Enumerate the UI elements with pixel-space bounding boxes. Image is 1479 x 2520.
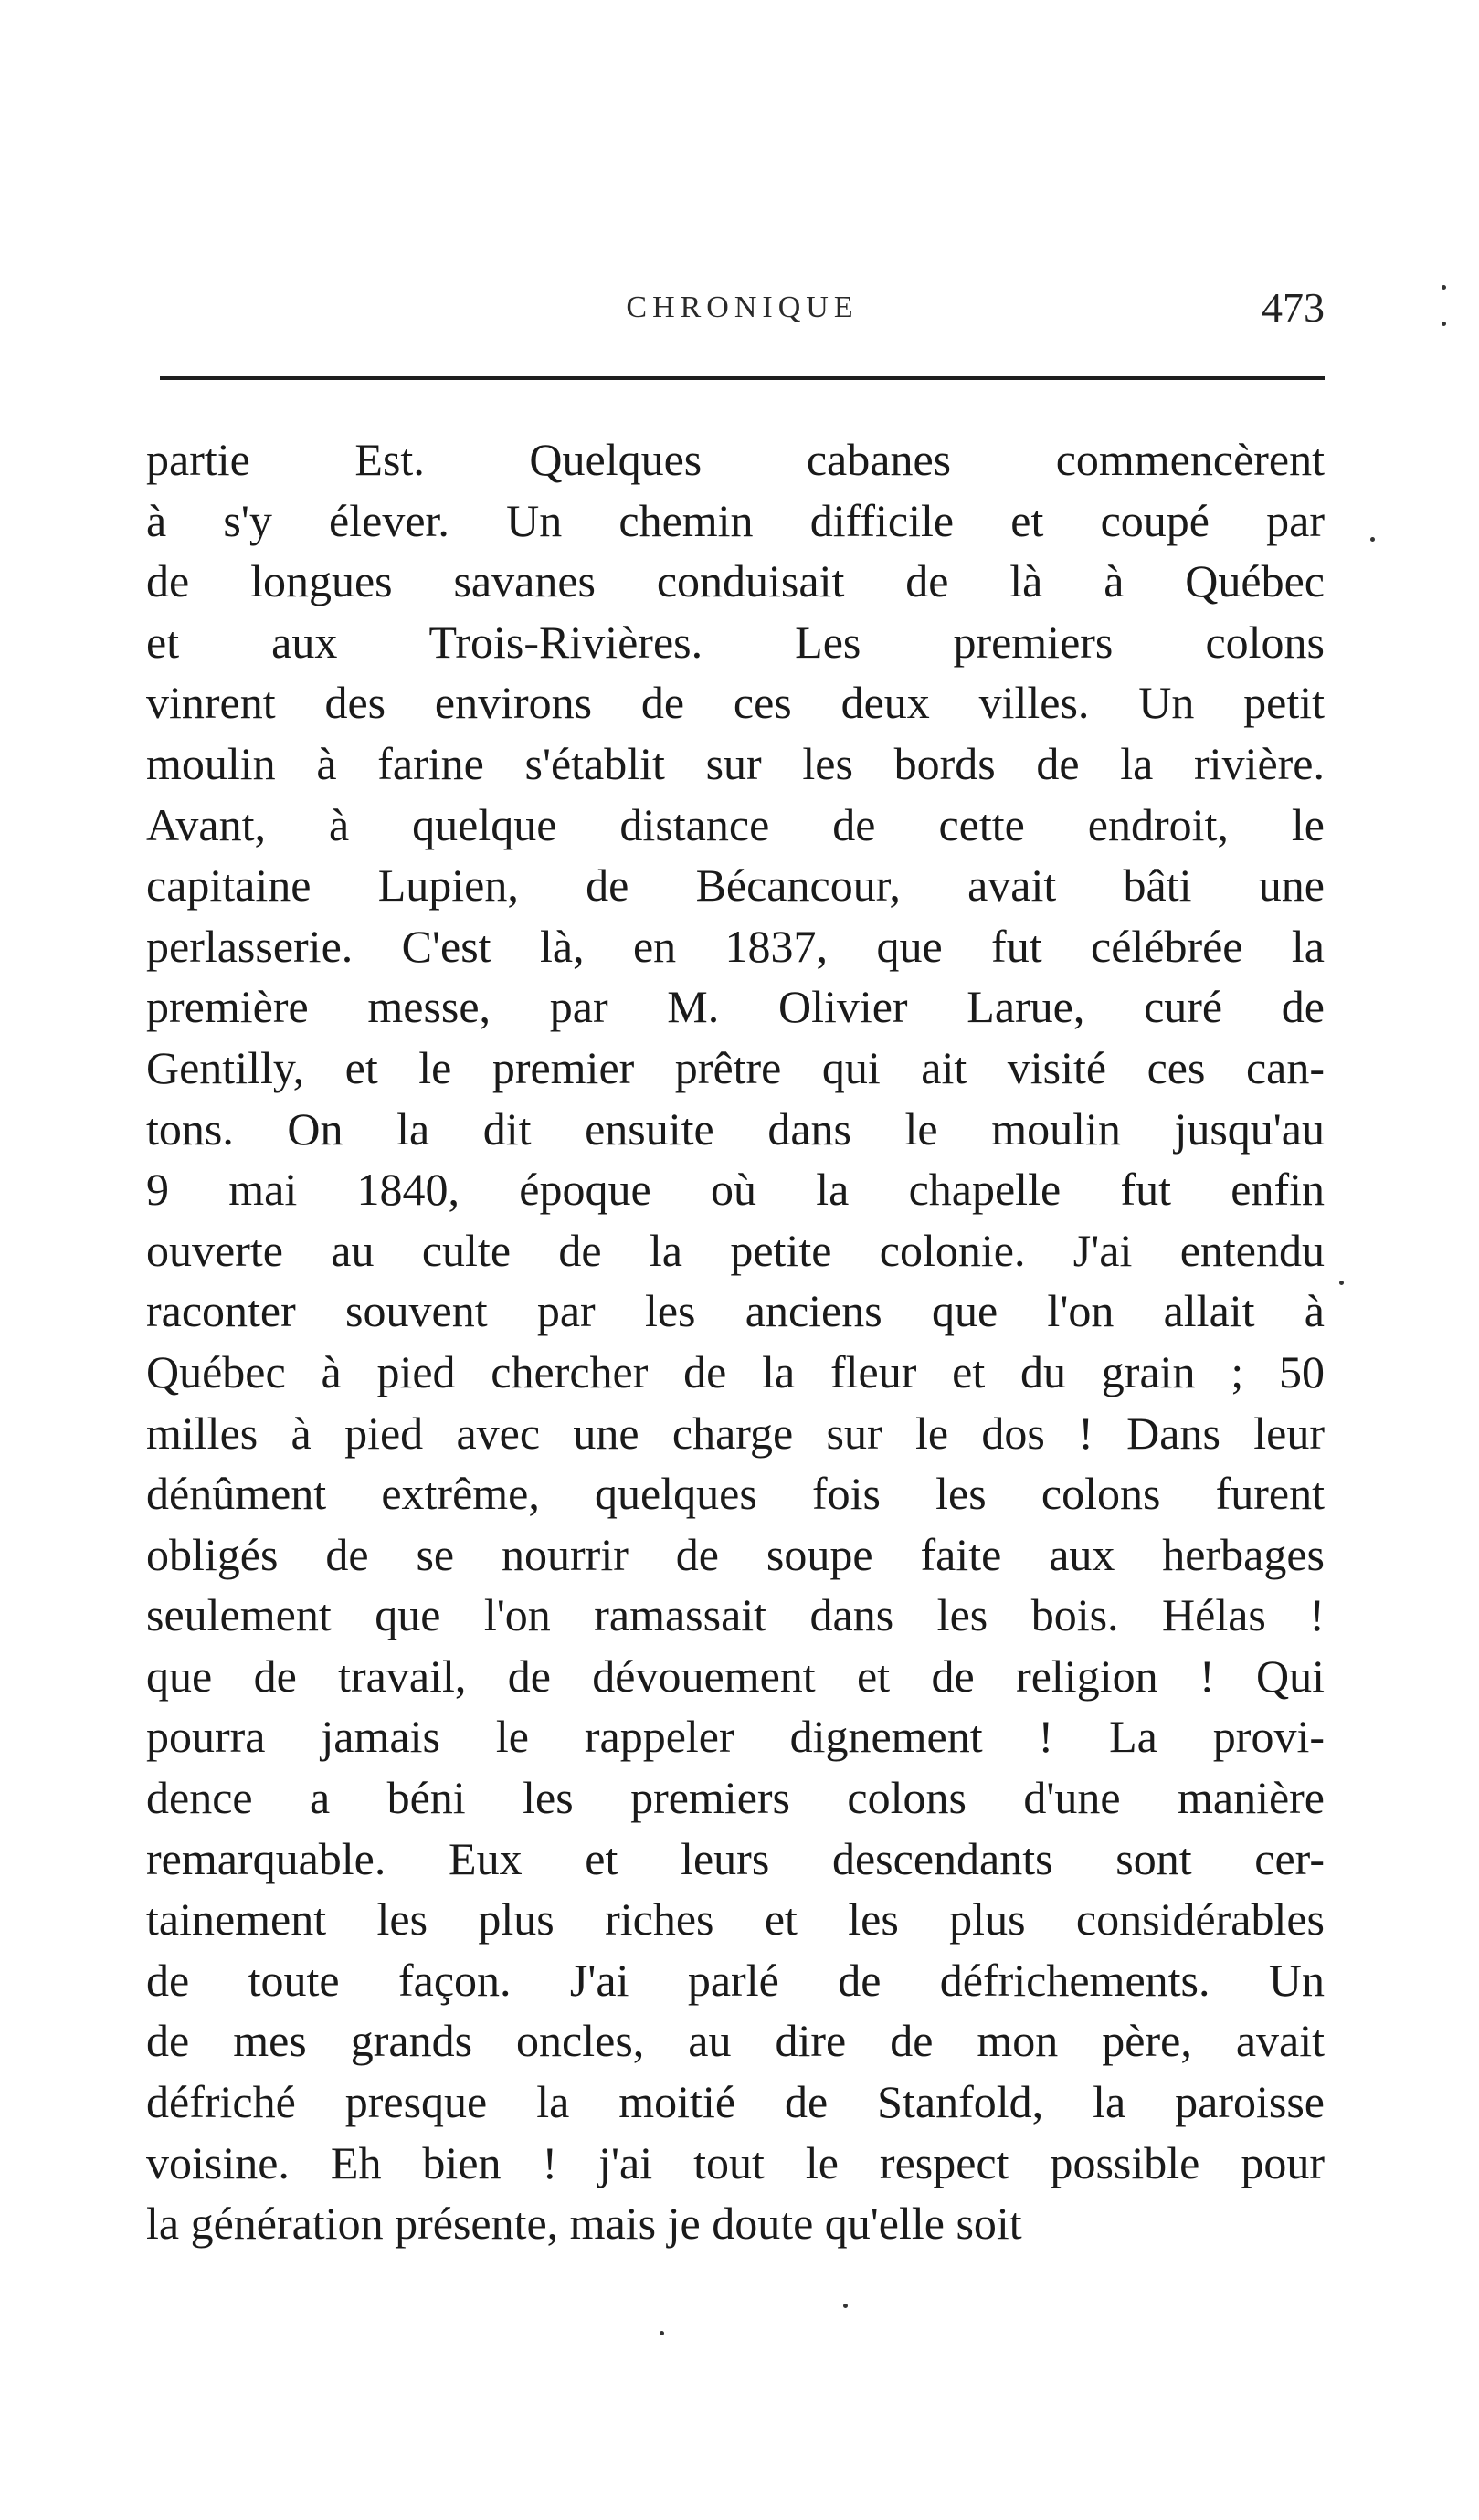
- text-line: obligés de se nourrir de soupe faite aux herbages: [146, 1528, 1325, 1580]
- text-line: de longues savanes conduisait de là à Québec: [146, 555, 1325, 607]
- body-text: [146, 429, 1325, 2254]
- text-line: de mes grands oncles, au dire de mon père, avait: [146, 2015, 1325, 2067]
- text-line: perlasserie. C'est là, en 1837, que fut célébrée la: [146, 920, 1325, 972]
- text-line: pourra jamais le rappeler dignement ! La provi-: [146, 1711, 1325, 1763]
- scan-speck: [1442, 322, 1446, 326]
- text-line: de toute façon. J'ai parlé de défrichements. Un: [146, 1954, 1325, 2006]
- text-line: milles à pied avec une charge sur le dos ! Dans leur: [146, 1407, 1325, 1459]
- text-line: Avant, à quelque distance de cette endroit, le: [146, 798, 1325, 850]
- text-line: Québec à pied chercher de la fleur et du grain ; 50: [146, 1345, 1325, 1397]
- text-line: première messe, par M. Olivier Larue, curé de: [146, 981, 1325, 1033]
- text-line: vinrent des environs de ces deux villes. Un petit: [146, 677, 1325, 729]
- text-line: tainement les plus riches et les plus considérables: [146, 1893, 1325, 1945]
- text-line: défriché presque la moitié de Stanfold, la paroisse: [146, 2076, 1325, 2128]
- running-head: [160, 284, 1325, 345]
- scan-speck: [1339, 1281, 1344, 1285]
- text-line: à s'y élever. Un chemin difficile et coupé par: [146, 494, 1325, 546]
- text-line: la génération présente, mais je doute qu'elle soit: [146, 2198, 1022, 2250]
- text-line: et aux Trois-Rivières. Les premiers colons: [146, 616, 1325, 668]
- text-line: dence a béni les premiers colons d'une manière: [146, 1772, 1325, 1824]
- text-line: Gentilly, et le premier prêtre qui ait visité ces can-: [146, 1041, 1325, 1093]
- text-line: partie Est. Quelques cabanes commencèrent: [146, 434, 1325, 485]
- running-title: CHRONIQUE: [626, 290, 859, 324]
- text-line: 9 mai 1840, époque où la chapelle fut enfin: [146, 1164, 1325, 1216]
- text-line: voisine. Eh bien ! j'ai tout le respect possible pour: [146, 2136, 1325, 2188]
- text-line: seulement que l'on ramassait dans les bois. Hélas !: [146, 1589, 1325, 1641]
- text-line: raconter souvent par les anciens que l'on allait à: [146, 1285, 1325, 1337]
- text-line: dénûment extrême, quelques fois les colons furent: [146, 1468, 1325, 1520]
- text-line: capitaine Lupien, de Bécancour, avait bâti une: [146, 859, 1325, 912]
- scan-speck: [843, 2304, 848, 2308]
- text-line: ouverte au culte de la petite colonie. J'ai entendu: [146, 1224, 1325, 1276]
- page-number: 473: [1262, 284, 1325, 331]
- scan-speck: [660, 2331, 664, 2335]
- header-rule: [160, 376, 1325, 380]
- scan-speck: [1442, 285, 1446, 290]
- text-line: moulin à farine s'établit sur les bords de la rivière.: [146, 737, 1325, 789]
- text-line: tons. On la dit ensuite dans le moulin jusqu'au: [146, 1102, 1325, 1155]
- text-line: que de travail, de dévouement et de religion ! Qui: [146, 1650, 1325, 1702]
- scan-speck: [1370, 537, 1375, 542]
- text-line: remarquable. Eux et leurs descendants sont cer-: [146, 1832, 1325, 1884]
